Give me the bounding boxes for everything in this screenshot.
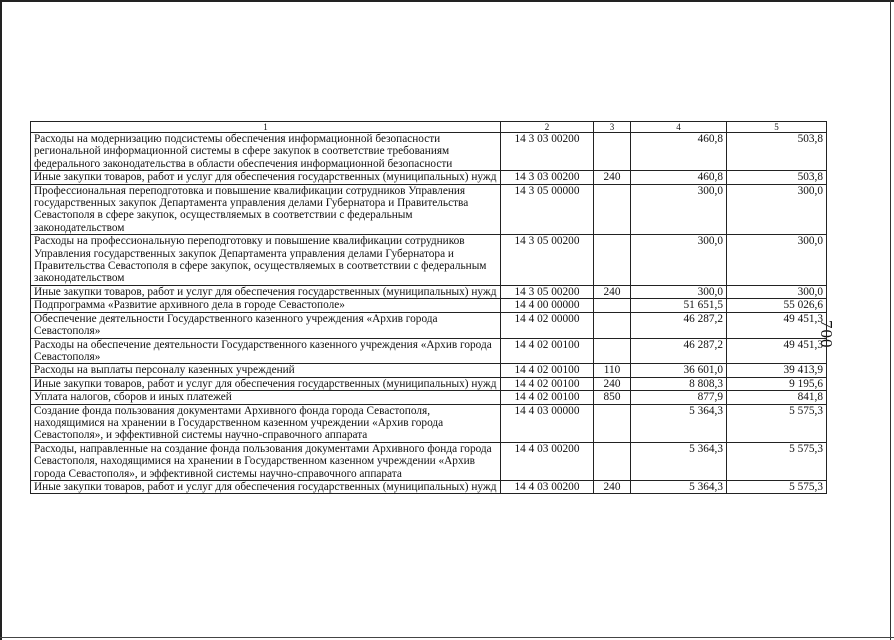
row-amount-year1: 36 601,0 <box>631 364 727 377</box>
row-expense-type: 240 <box>594 171 631 184</box>
row-expense-type <box>594 312 631 338</box>
row-expense-type <box>594 184 631 235</box>
row-expense-type <box>594 404 631 442</box>
row-amount-year2: 5 575,3 <box>727 404 827 442</box>
row-code: 14 4 02 00100 <box>501 377 594 390</box>
scan-border-bottom <box>0 637 894 638</box>
row-amount-year2: 9 195,6 <box>727 377 827 390</box>
row-amount-year1: 5 364,3 <box>631 404 727 442</box>
row-amount-year2: 300,0 <box>727 184 827 235</box>
row-amount-year1: 8 808,3 <box>631 377 727 390</box>
row-expense-type: 850 <box>594 391 631 404</box>
table-row <box>31 285 827 298</box>
table-row <box>31 312 827 338</box>
table-header-row <box>31 122 827 133</box>
row-amount-year1: 460,8 <box>631 133 727 171</box>
table-row <box>31 299 827 312</box>
row-amount-year2: 503,8 <box>727 133 827 171</box>
row-code: 14 4 03 00200 <box>501 480 594 493</box>
row-code: 14 3 05 00000 <box>501 184 594 235</box>
row-amount-year2: 300,0 <box>727 235 827 286</box>
row-amount-year1: 877,9 <box>631 391 727 404</box>
row-name: Иные закупки товаров, работ и услуг для обеспечения государственных (муниципальных) нужд <box>31 285 501 298</box>
row-amount-year1: 300,0 <box>631 184 727 235</box>
table-row <box>31 171 827 184</box>
scan-border-left <box>0 0 2 640</box>
row-name: Расходы на выплаты персоналу казенных учреждений <box>31 364 501 377</box>
row-code: 14 4 03 00000 <box>501 404 594 442</box>
row-code: 14 3 03 00200 <box>501 133 594 171</box>
row-expense-type: 240 <box>594 285 631 298</box>
scan-border-right <box>890 0 891 640</box>
row-code: 14 3 05 00200 <box>501 235 594 286</box>
row-code: 14 4 02 00100 <box>501 364 594 377</box>
table-row <box>31 480 827 493</box>
row-name: Расходы на обеспечение деятельности Государственного казенного учреждения «Архив города Севастополя» <box>31 338 501 364</box>
row-amount-year2: 300,0 <box>727 285 827 298</box>
row-name: Расходы, направленные на создание фонда пользования документами Архивного фонда города Севастополя, находящимися на хранении в Государственном казенном учреждении «Архив города Севастополя», и эффективной системы научно-справочного аппарата <box>31 442 501 480</box>
row-amount-year2: 39 413,9 <box>727 364 827 377</box>
row-name: Расходы на профессиональную переподготовку и повышение квалификации сотрудников Управления государственных закупок Департамента управления делами Губернатора и Правительства Севастополя в сфере закупок, осуществляемых в соответствии с федеральным законодательством <box>31 235 501 286</box>
table-row <box>31 442 827 480</box>
row-name: Профессиональная переподготовка и повышение квалификации сотрудников Управления государственных закупок Департамента управления делами Губернатора и Правительства Севастополя в сфере закупок, осуществляемых в соответствии с федеральным законодательством <box>31 184 501 235</box>
row-expense-type <box>594 299 631 312</box>
row-code: 14 4 02 00100 <box>501 391 594 404</box>
row-expense-type <box>594 235 631 286</box>
table-row <box>31 338 827 364</box>
row-code: 14 3 03 00200 <box>501 171 594 184</box>
table-row <box>31 184 827 235</box>
row-code: 14 4 03 00200 <box>501 442 594 480</box>
table-row <box>31 377 827 390</box>
row-name: Иные закупки товаров, работ и услуг для обеспечения государственных (муниципальных) нужд <box>31 377 501 390</box>
row-expense-type: 240 <box>594 480 631 493</box>
row-amount-year1: 51 651,5 <box>631 299 727 312</box>
table-row <box>31 133 827 171</box>
row-amount-year2: 841,8 <box>727 391 827 404</box>
row-code: 14 4 02 00000 <box>501 312 594 338</box>
row-expense-type: 110 <box>594 364 631 377</box>
row-name: Иные закупки товаров, работ и услуг для обеспечения государственных (муниципальных) нужд <box>31 171 501 184</box>
row-amount-year1: 5 364,3 <box>631 442 727 480</box>
row-expense-type <box>594 442 631 480</box>
budget-table <box>30 121 827 494</box>
row-name: Иные закупки товаров, работ и услуг для обеспечения государственных (муниципальных) нужд <box>31 480 501 493</box>
header-col-3: 3 <box>594 122 631 133</box>
table-row <box>31 235 827 286</box>
row-code: 14 3 05 00200 <box>501 285 594 298</box>
scan-border-top <box>0 0 894 2</box>
row-amount-year1: 300,0 <box>631 285 727 298</box>
header-col-1: 1 <box>31 122 501 133</box>
header-col-4: 4 <box>631 122 727 133</box>
row-amount-year2: 503,8 <box>727 171 827 184</box>
table-row <box>31 404 827 442</box>
row-expense-type: 240 <box>594 377 631 390</box>
row-amount-year2: 49 451,3 <box>727 338 827 364</box>
row-expense-type <box>594 133 631 171</box>
row-expense-type <box>594 338 631 364</box>
row-amount-year2: 5 575,3 <box>727 442 827 480</box>
row-code: 14 4 00 00000 <box>501 299 594 312</box>
row-name: Подпрограмма «Развитие архивного дела в городе Севастополе» <box>31 299 501 312</box>
table-row <box>31 391 827 404</box>
row-amount-year1: 300,0 <box>631 235 727 286</box>
table-row <box>31 364 827 377</box>
page-number: 700 <box>817 320 836 349</box>
row-name: Обеспечение деятельности Государственного казенного учреждения «Архив города Севастополя» <box>31 312 501 338</box>
row-amount-year1: 46 287,2 <box>631 312 727 338</box>
row-amount-year2: 49 451,3 <box>727 312 827 338</box>
row-name: Уплата налогов, сборов и иных платежей <box>31 391 501 404</box>
row-amount-year2: 5 575,3 <box>727 480 827 493</box>
row-amount-year2: 55 026,6 <box>727 299 827 312</box>
header-col-5: 5 <box>727 122 827 133</box>
row-amount-year1: 46 287,2 <box>631 338 727 364</box>
row-code: 14 4 02 00100 <box>501 338 594 364</box>
header-col-2: 2 <box>501 122 594 133</box>
row-amount-year1: 5 364,3 <box>631 480 727 493</box>
row-name: Расходы на модернизацию подсистемы обеспечения информационной безопасности региональной информационной системы в сфере закупок в соответствие требованиям федерального законодательства в области обеспечения информационной безопасности <box>31 133 501 171</box>
row-amount-year1: 460,8 <box>631 171 727 184</box>
row-name: Создание фонда пользования документами Архивного фонда города Севастополя, находящимися на хранении в Государственном казенном учреждении «Архив города Севастополя», и эффективной системы научно-справочного аппарата <box>31 404 501 442</box>
